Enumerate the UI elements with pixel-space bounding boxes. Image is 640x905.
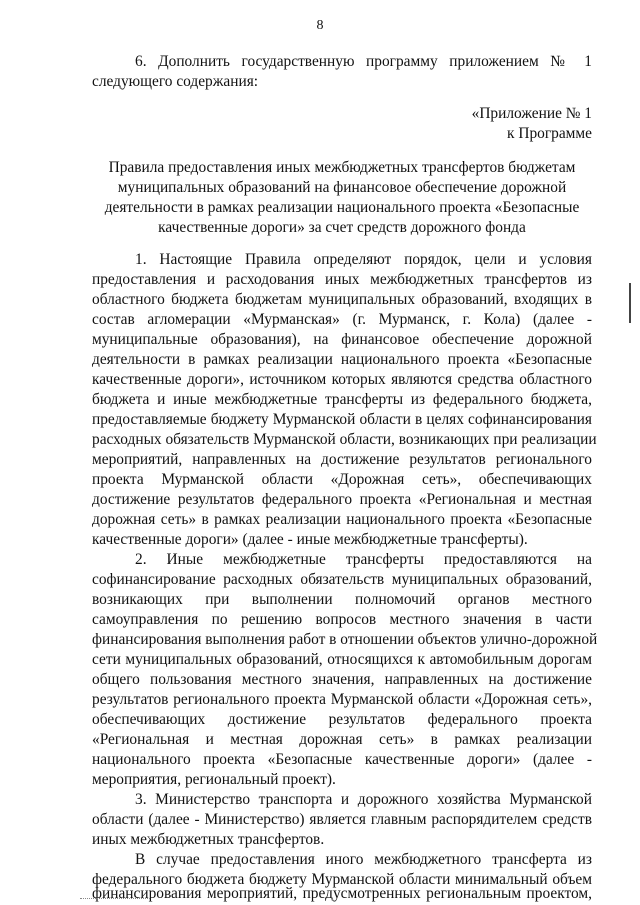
paragraph-2-line: самоуправления по решению вопросов местного значения в части bbox=[92, 611, 592, 628]
rules-title: деятельности в рамках реализации национального проекта «Безопасные bbox=[104, 199, 580, 216]
paragraph-3-line: области (далее - Министерство) является главным распорядителем средств bbox=[92, 811, 592, 828]
paragraph-1-line: расходных обязательств Мурманской области, возникающих при реализации bbox=[92, 431, 597, 448]
paragraph-2-line: результатов регионального проекта Мурманской области «Дорожная сеть», bbox=[92, 691, 592, 708]
paragraph-4-line: финансирования мероприятий, предусмотренных региональным проектом, bbox=[92, 885, 592, 902]
margin-mark bbox=[629, 283, 631, 323]
appendix-label: к Программе bbox=[507, 125, 592, 142]
paragraph-1-line: 1. Настоящие Правила определяют порядок, цели и условия bbox=[135, 251, 592, 268]
paragraph-1-line: предоставляемые бюджету Мурманской области в целях софинансирования bbox=[92, 411, 592, 428]
paragraph-1-line: бюджета и иные межбюджетные трансферты из федерального бюджета, bbox=[92, 391, 592, 408]
item-6-line: 6. Дополнить государственную программу приложением № 1 bbox=[135, 53, 592, 70]
paragraph-2-line: финансирования выполнения работ в отношении объектов улично-дорожной bbox=[92, 631, 598, 648]
paragraph-4-line: федерального бюджета бюджету Мурманской области минимальный объем bbox=[92, 871, 592, 888]
item-6-line: следующего содержания: bbox=[92, 73, 259, 90]
paragraph-2-line: софинансирование расходных обязательств муниципальных образований, bbox=[92, 571, 592, 588]
paragraph-2-line: 2. Иные межбюджетные трансферты предоставляются на bbox=[135, 551, 592, 568]
paragraph-1-line: деятельности в рамках реализации национального проекта «Безопасные bbox=[92, 351, 592, 368]
paragraph-1-line: предоставления и расходования иных межбюджетных трансфертов из bbox=[92, 271, 592, 288]
paragraph-1-line: достижение результатов федерального проекта «Региональная и местная bbox=[92, 491, 592, 508]
page-number: 8 bbox=[316, 18, 324, 33]
rules-title: муниципальных образований на финансовое обеспечение дорожной bbox=[117, 179, 567, 196]
paragraph-2-line: национального проекта «Безопасные качественные дороги» (далее - bbox=[92, 751, 592, 768]
paragraph-2-line: возникающих при выполнении полномочий органов местного bbox=[92, 591, 592, 608]
paragraph-4-line: В случае предоставления иного межбюджетного трансферта из bbox=[135, 851, 592, 868]
paragraph-1-line: дорожная сеть» в рамках реализации национального проекта «Безопасные bbox=[92, 511, 592, 528]
paragraph-2-line: обеспечивающих достижение результатов федерального проекта bbox=[92, 711, 592, 728]
rules-title: Правила предоставления иных межбюджетных трансфертов бюджетам bbox=[108, 159, 576, 176]
scan-artifact bbox=[80, 898, 150, 900]
paragraph-3-line: иных межбюджетных трансфертов. bbox=[92, 831, 325, 848]
paragraph-2-line: общего пользования местного значения, направленных на достижение bbox=[92, 671, 592, 688]
paragraph-1-line: состав агломерации «Мурманская» (г. Мурманск, г. Кола) (далее - bbox=[92, 311, 592, 328]
paragraph-3-line: 3. Министерство транспорта и дорожного хозяйства Мурманской bbox=[135, 791, 592, 808]
paragraph-1-line: муниципальные образования), на финансовое обеспечение дорожной bbox=[92, 331, 592, 348]
paragraph-2-line: «Региональная и местная дорожная сеть» в рамках реализации bbox=[92, 731, 592, 748]
paragraph-1-line: качественные дороги», источником которых являются средства областного bbox=[92, 371, 592, 388]
paragraph-2-line: сети муниципальных образований, относящихся к автомобильным дорогам bbox=[92, 651, 592, 668]
paragraph-1-line: мероприятий, направленных на достижение результатов регионального bbox=[92, 451, 592, 468]
paragraph-1-line: качественные дороги» (далее - иные межбюджетные трансферты). bbox=[92, 531, 528, 548]
paragraph-2-line: мероприятия, региональный проект). bbox=[92, 771, 336, 788]
paragraph-1-line: проекта Мурманской области «Дорожная сеть», обеспечивающих bbox=[92, 471, 592, 488]
paragraph-1-line: областного бюджета бюджетам муниципальных образований, входящих в bbox=[92, 291, 592, 308]
appendix-label: «Приложение № 1 bbox=[471, 105, 592, 122]
rules-title: качественные дороги» за счет средств дорожного фонда bbox=[158, 219, 526, 236]
